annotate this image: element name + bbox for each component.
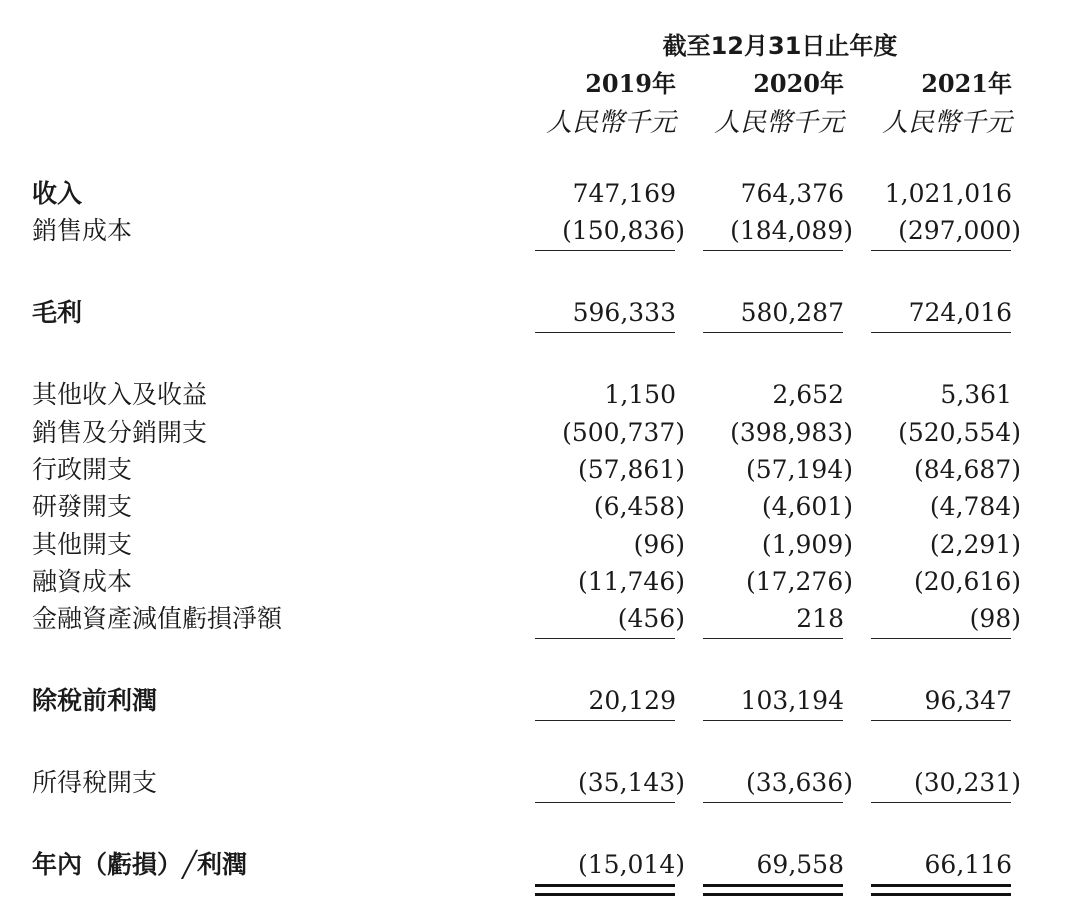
cell-finance-costs-2019: (11,746) [578,567,685,596]
subtotal-rule-2019 [535,332,675,333]
subtotal-rule-2020 [703,802,843,803]
row-label-gross-profit: 毛利 [32,298,83,327]
cell-cost-of-sales-2019: (150,836) [562,216,685,245]
row-label-profit-before-tax: 除稅前利潤 [32,686,158,715]
cell-other-income-2021: 5,361 [940,380,1012,409]
cell-research-development-2020: (4,601) [761,492,853,521]
year-header-2021: 2021年 [921,69,1012,98]
cell-revenue-2020: 764,376 [740,179,844,208]
cell-income-tax-2019: (35,143) [578,768,685,797]
cell-impairment-losses-2020: 218 [796,604,844,633]
subtotal-rule-2021 [871,250,1011,251]
cell-other-expenses-2019: (96) [633,530,685,559]
cell-gross-profit-2020: 580,287 [740,298,844,327]
cell-selling-distribution-2020: (398,983) [730,418,853,447]
subtotal-rule-2021 [871,720,1011,721]
cell-income-tax-2020: (33,636) [746,768,853,797]
row-label-loss-profit-for-year: 年內（虧損）╱利潤 [32,850,248,879]
row-label-cost-of-sales: 銷售成本 [32,216,133,245]
cell-cost-of-sales-2021: (297,000) [898,216,1021,245]
cell-loss-profit-for-year-2020: 69,558 [756,850,844,879]
total-double-rule-2021 [871,884,1011,896]
subtotal-rule-2019 [535,720,675,721]
cell-other-expenses-2020: (1,909) [761,530,853,559]
cell-loss-profit-for-year-2021: 66,116 [924,850,1012,879]
subtotal-rule-2020 [703,720,843,721]
cell-finance-costs-2021: (20,616) [914,567,1021,596]
row-label-research-development: 研發開支 [32,492,133,521]
total-double-rule-2020 [703,884,843,896]
row-label-other-income: 其他收入及收益 [32,380,208,409]
cell-impairment-losses-2019: (456) [617,604,685,633]
cell-revenue-2019: 747,169 [572,179,676,208]
cell-selling-distribution-2021: (520,554) [898,418,1021,447]
subtotal-rule-2021 [871,332,1011,333]
subtotal-rule-2020 [703,638,843,639]
subtotal-rule-2021 [871,638,1011,639]
cell-cost-of-sales-2020: (184,089) [730,216,853,245]
row-label-revenue: 收入 [32,179,83,208]
cell-research-development-2021: (4,784) [929,492,1021,521]
cell-administrative-2021: (84,687) [914,455,1021,484]
cell-administrative-2019: (57,861) [578,455,685,484]
cell-profit-before-tax-2020: 103,194 [740,686,844,715]
unit-label-2021: 人民幣千元 [881,108,1012,138]
cell-impairment-losses-2021: (98) [969,604,1021,633]
year-header-2020: 2020年 [753,69,844,98]
row-label-administrative: 行政開支 [32,455,133,484]
row-label-impairment-losses: 金融資產減值虧損淨額 [32,604,283,633]
cell-other-income-2019: 1,150 [604,380,676,409]
cell-revenue-2021: 1,021,016 [884,179,1012,208]
subtotal-rule-2019 [535,638,675,639]
subtotal-rule-2021 [871,802,1011,803]
cell-profit-before-tax-2021: 96,347 [924,686,1012,715]
cell-administrative-2020: (57,194) [746,455,853,484]
row-label-selling-distribution: 銷售及分銷開支 [32,418,208,447]
cell-finance-costs-2020: (17,276) [746,567,853,596]
unit-label-2020: 人民幣千元 [713,108,844,138]
cell-income-tax-2021: (30,231) [914,768,1021,797]
row-label-finance-costs: 融資成本 [32,567,133,596]
cell-other-income-2020: 2,652 [772,380,844,409]
total-double-rule-2019 [535,884,675,896]
cell-selling-distribution-2019: (500,737) [562,418,685,447]
period-heading: 截至12月31日止年度 [662,32,898,60]
unit-label-2019: 人民幣千元 [545,108,676,138]
subtotal-rule-2019 [535,250,675,251]
row-label-income-tax: 所得稅開支 [32,768,158,797]
cell-gross-profit-2021: 724,016 [908,298,1012,327]
cell-loss-profit-for-year-2019: (15,014) [578,850,685,879]
subtotal-rule-2020 [703,250,843,251]
year-header-2019: 2019年 [585,69,676,98]
cell-research-development-2019: (6,458) [593,492,685,521]
subtotal-rule-2020 [703,332,843,333]
row-label-other-expenses: 其他開支 [32,530,133,559]
subtotal-rule-2019 [535,802,675,803]
cell-gross-profit-2019: 596,333 [572,298,676,327]
cell-profit-before-tax-2019: 20,129 [588,686,676,715]
cell-other-expenses-2021: (2,291) [929,530,1021,559]
